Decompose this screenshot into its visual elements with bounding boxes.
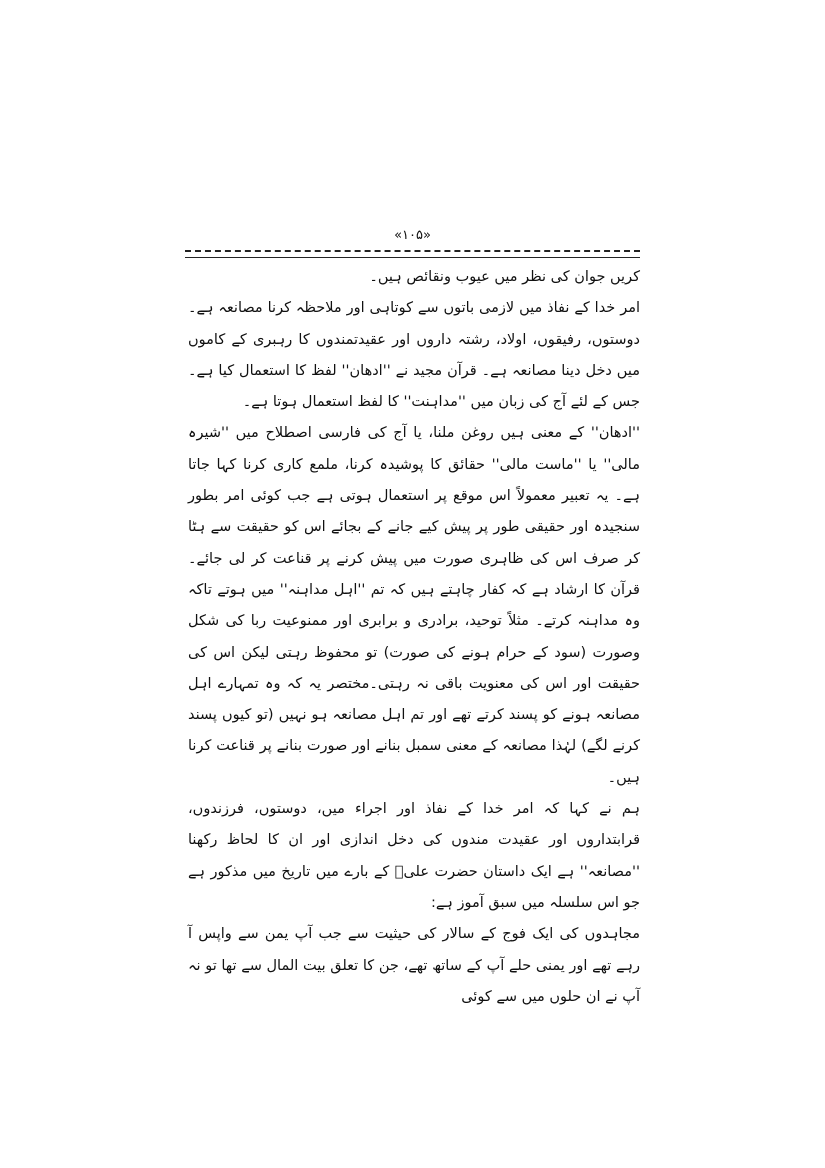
paragraph: ''ادھان'' کے معنی ہیں روغن ملنا، یا آج کی فارسی اصطلاح میں ''شیرہ مالی'' یا ''ماست مالی'' حقائق کا پوشیدہ کرنا، ملمع کاری کرنا کہا جاتا ہے۔ یہ تعبیر معمولاً اس موقع پر استعمال ہوتی ہے جب کوئی امر بطور سنجیدہ اور حقیقی طور پر پیش کیے جانے کے بجائے اس کو حقیقت سے ہٹا کر صرف اس کی ظاہری صورت میں پیش کرنے پر قناعت کر لی جائے۔قرآن کا ارشاد ہے کہ کفار چاہتے ہیں کہ تم ''اہل مداہنہ'' میں ہوتے تاکہ وہ مداہنہ کرتے۔ مثلاً توحید، برادری و برابری اور ممنوعیت ربا کی شکل وصورت (سود کے حرام ہونے کی صورت) تو محفوظ رہتی لیکن اس کی حقیقت اور اس کی معنویت باقی نہ رہتی۔مختصر یہ کہ وہ تمہارے اہل مصانعہ ہونے کو پسند کرتے تھے اور تم اہل مصانعہ ہو نہیں (تو کیوں پسند کرنے لگے) لہٰذا مصانعہ کے معنی سمبل بنانے اور صورت بنانے پر قناعت کرنا ہیں۔ — [188, 425, 640, 786]
paragraph: ہم نے کہا کہ امر خدا کے نفاذ اور اجراء میں، دوستوں، فرزندوں، قرابتداروں اور عقیدت مندوں کی دخل اندازی اور ان کا لحاظ رکھنا ''مصانعہ'' ہے ایک داستان حضرت علیؑ کے بارے میں تاریخ میں مذکور ہے جو اس سلسلہ میں سبق آموز ہے: — [188, 801, 640, 911]
paragraph: امر خدا کے نفاذ میں لازمی باتوں سے کوتاہی اور ملاحظہ کرنا مصانعہ ہے۔ دوستوں، رفیقوں، اولاد، رشتہ داروں اور عقیدتمندوں کا رہبری کے کاموں میں دخل دینا مصانعہ ہے۔ قرآن مجید نے ''ادھان'' لفظ کا استعمال کیا ہے۔جس کے لئے آج کی زبان میں ''مداہنت'' کا لفظ استعمال ہوتا ہے۔ — [188, 300, 640, 411]
paragraph: کریں جوان کی نظر میں عیوب ونقائص ہیں۔ — [369, 269, 640, 285]
page-number: «۱۰۵» — [394, 228, 431, 243]
paragraph: مجاہدوں کی ایک فوج کے سالار کی حیثیت سے جب آپ یمن سے واپس آ رہے تھے اور یمنی حلے آپ کے ساتھ تھے، جن کا تعلق بیت المال سے تھا تو نہ آپ نے ان حلوں میں سے کوئی — [188, 926, 640, 1005]
page-header — [185, 228, 640, 258]
header-rule — [185, 250, 640, 258]
body-text — [188, 262, 640, 1013]
